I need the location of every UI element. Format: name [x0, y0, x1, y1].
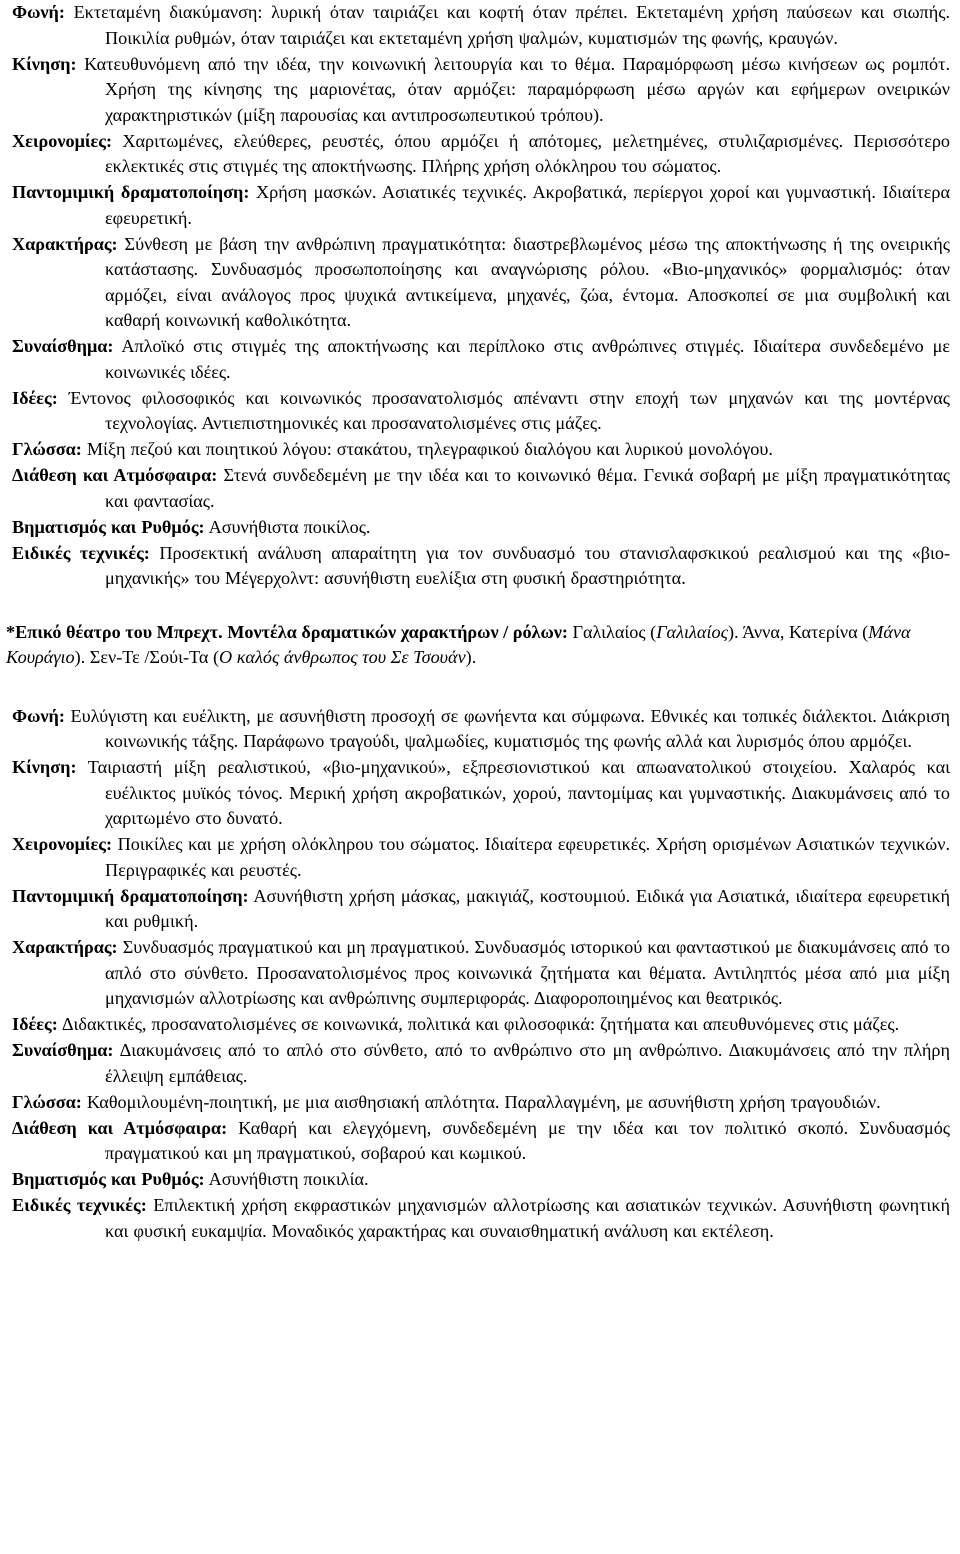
entry-text: Χαριτωμένες, ελεύθερες, ρευστές, όπου αρμόζει ή απότομες, μελετημένες, στυλιζαρισμένες. Περισσότερο εκλεκτικές στις στιγμές της αποκτήνωσης. Πλήρης χρήση ολόκληρου του σώματος. [105, 130, 950, 176]
entry-emotion [6, 334, 950, 385]
entry-character [6, 935, 950, 1012]
entry-text: Στενά συνδεδεμένη με την ιδέα και το κοινωνικό θέμα. Γενικά σοβαρή με μίξη πραγματικότητας και φαντασίας. [105, 465, 951, 511]
entry-pantomime [6, 884, 950, 935]
section-title-part: ). Σεν-Τε /Σούι-Τα ( [74, 647, 220, 667]
play-title: Ο καλός άνθρωπος του Σε Τσουάν [219, 647, 466, 667]
entry-gestures [6, 832, 950, 883]
entry-pantomime [6, 180, 950, 231]
entry-label: Χαρακτήρας: [12, 233, 118, 254]
entry-text: Επιλεκτική χρήση εκφραστικών μηχανισμών αλλοτρίωσης και ασιατικών τεχνικών. Ασυνήθιστη φωνητική και φυσική ευκαμψία. Μοναδικός χαρακτήρας και συναισθηματική ανάλυση και εκτέλεση. [105, 1195, 951, 1241]
entry-label: Χειρονομίες: [12, 834, 113, 854]
entry-label: Παντομιμική δραματοποίηση: [12, 182, 250, 202]
entry-movement [6, 755, 950, 832]
entry-emotion [6, 1038, 950, 1089]
entry-label: Συναίσθημα: [12, 336, 114, 356]
section-title-lead: *Επικό θέατρο του Μπρεχτ. Μοντέλα δραματικών χαρακτήρων / ρόλων: [6, 621, 568, 642]
entry-text: Καθαρή και ελεγχόμενη, συνδεδεμένη με την ιδέα και τον πολιτικό σκοπό. Συνδυασμός πραγματικού και μη πραγματικού, σοβαρού και κωμικού. [105, 1117, 951, 1163]
entry-techniques [6, 541, 950, 592]
entry-text: Κατευθυνόμενη από την ιδέα, την κοινωνική λειτουργία και το θέμα. Παραμόρφωση μέσω κινήσεων ως ρομπότ. Χρήση της κίνησης της μαριονέτας, όταν αρμόζει: παραμόρφωση μέσω αργών και εφήμερων ονειρικών χαρακτηριστικών (μίξη παρουσίας και αντιπροσωπευτικού τρόπου). [84, 53, 950, 125]
entry-text: Διδακτικές, προσανατολισμένες σε κοινωνικά, πολιτικά και φιλοσοφικά: ζητήματα και απευθυνόμενες στις μάζες. [61, 1014, 900, 1034]
section-title-part: Γαλιλαίος ( [567, 621, 657, 642]
entry-pace [6, 515, 950, 541]
play-title: Γαλιλαίος [656, 621, 728, 642]
entry-text: Ποικίλες και με χρήση ολόκληρου του σώματος. Ιδιαίτερα εφευρετικές. Χρήση ορισμένων Ασιατικών τεχνικών. Περιγραφικές και ρευστές. [105, 834, 950, 880]
section-title-part: ). [465, 647, 477, 667]
play-title: Μάνα Κουράγιο [6, 621, 911, 667]
entry-text: Καθομιλουμένη-ποιητική, με μια αισθησιακή απλότητα. Παραλλαγμένη, με ασυνήθιστη χρήση τραγουδιών. [86, 1091, 881, 1112]
entry-language [6, 437, 950, 463]
entry-label: Ειδικές τεχνικές: [12, 1195, 147, 1215]
entry-mood [6, 463, 950, 514]
entry-text: Συνδυασμός πραγματικού και μη πραγματικού. Συνδυασμός ιστορικού και φανταστικού με διακυμάνσεις από το απλό στο σύνθετο. Προσανατολισμένος προς κοινωνικά ζητήματα και θέματα. Αντιληπτός μέσα από μια μίξη μηχανισμών αλλοτρίωσης και ανθρώπινης συμπεριφοράς. Διαφοροποιημένος και θεατρικός. [105, 937, 950, 1008]
entry-voice [6, 704, 950, 755]
entry-text: Ταιριαστή μίξη ρεαλιστικού, «βιο-μηχανικού», εξπρεσιονιστικού και απωανατολικού στοιχείου. Χαλαρός και ευέλικτος μυϊκός τόνος. Μερική χρήση ακροβατικών, χορού, παντομίμας και γυμναστικής. Διακυμάνσεις από το χαριτωμένο στο δυνατό. [87, 757, 950, 828]
entry-mood [6, 1116, 950, 1167]
section-title-part: ). Άννα, Κατερίνα ( [727, 621, 869, 642]
entry-ideas [6, 386, 950, 437]
entry-text: Σύνθεση με βάση την ανθρώπινη πραγματικότητα: διαστρεβλωμένος μέσω της αποκτήνωσης ή της ονειρικής κατάστασης. Συνδυασμός προσωποποίησης και αναγνώρισης ρόλου. «Βιο-μηχανικός» φορμαλισμός: όταν αρμόζει, είναι ανάλογος προς ψυχικά αντικείμενα, μηχανές, ζώα, έντομα. Αποσκοπεί σε μια συμβολική και καθαρή κοινωνική καθολικότητα. [105, 233, 951, 330]
entry-label: Διάθεση και Ατμόσφαιρα: [12, 465, 218, 485]
entry-label: Διάθεση και Ατμόσφαιρα: [12, 1117, 228, 1138]
entry-label: Γλώσσα: [12, 1091, 82, 1112]
entry-label: Ιδέες: [12, 1014, 58, 1034]
entry-label: Φωνή: [12, 705, 65, 726]
entry-text: Προσεκτική ανάλυση απαραίτητη για τον συνδυασμό του στανισλαφσκικού ρεαλισμού και της «βιο-μηχανικής» του Μέγερχολντ: ασυνήθιστη ευελίξια στη φυσική δραστηριότητα. [105, 542, 951, 588]
entry-text: Έντονος φιλοσοφικός και κοινωνικός προσανατολισμός απέναντι στην εποχή των μηχανών και της μοντέρνας τεχνολογίας. Αντιεπιστημονικές και προσανατολισμένες στις μάζες. [68, 387, 951, 433]
entry-text: Ασυνήθιστη ποικιλία. [208, 1169, 369, 1189]
entry-label: Χαρακτήρας: [12, 937, 118, 957]
entry-label: Χειρονομίες: [12, 130, 113, 151]
entry-text: Απλοϊκό στις στιγμές της αποκτήνωσης και περίπλοκο στις ανθρώπινες στιγμές. Ιδιαίτερα συνδεδεμένο με κοινωνικές ιδέες. [105, 336, 950, 382]
entry-techniques [6, 1193, 950, 1244]
entry-text: Χρήση μασκών. Ασιατικές τεχνικές. Ακροβατικά, περίεργοι χοροί και γυμναστική. Ιδιαίτερα εφευρετική. [105, 182, 950, 228]
entry-pace [6, 1167, 950, 1193]
entry-label: Κίνηση: [12, 757, 77, 777]
entry-text: Ασυνήθιστα ποικίλος. [208, 516, 371, 537]
entry-label: Συναίσθημα: [12, 1040, 114, 1060]
entry-language [6, 1090, 950, 1116]
entry-text: Μίξη πεζού και ποιητικού λόγου: στακάτου, τηλεγραφικού διαλόγου και λυρικού μονολόγου. [86, 439, 773, 459]
section-2 [6, 704, 950, 1245]
entry-label: Γλώσσα: [12, 439, 82, 459]
entry-label: Παντομιμική δραματοποίηση: [12, 885, 249, 906]
entry-label: Ειδικές τεχνικές: [12, 542, 150, 563]
entry-text: Ασυνήθιστη χρήση μάσκας, μακιγιάζ, κοστουμιού. Ειδικά για Ασιατικά, ιδιαίτερα εφευρετική και ρυθμική. [105, 885, 951, 931]
entry-label: Βηματισμός και Ρυθμός: [12, 1169, 205, 1189]
entry-character [6, 232, 950, 334]
entry-gestures [6, 129, 950, 180]
entry-label: Φωνή: [12, 2, 65, 22]
entry-ideas [6, 1012, 950, 1038]
entry-text: Ευλύγιστη και ευέλικτη, με ασυνήθιστη προσοχή σε φωνήεντα και σύμφωνα. Εθνικές και τοπικές διάλεκτοι. Διάκριση κοινωνικής τάξης. Παράφωνο τραγούδι, ψαλμωδίες, κυματισμός της φωνής αλλά και λυρισμός όπου αρμόζει. [70, 705, 950, 751]
entry-label: Ιδέες: [12, 387, 58, 408]
entry-label: Βηματισμός και Ρυθμός: [12, 516, 205, 537]
entry-label: Κίνηση: [12, 53, 77, 74]
entry-voice [6, 0, 950, 51]
entry-text: Διακυμάνσεις από το απλό στο σύνθετο, από το ανθρώπινο στο μη ανθρώπινο. Διακυμάνσεις από την πλήρη έλλειψη εμπάθειας. [105, 1040, 951, 1086]
section-1 [6, 0, 950, 592]
section-2-title [6, 620, 950, 671]
entry-text: Εκτεταμένη διακύμανση: λυρική όταν ταιριάζει και κοφτή όταν πρέπει. Εκτεταμένη χρήση παύσεων και σιωπής. Ποικιλία ρυθμών, όταν ταιριάζει και εκτεταμένη χρήση ψαλμών, κυματισμών της φωνής, κραυγών. [73, 2, 950, 48]
entry-movement [6, 52, 950, 129]
